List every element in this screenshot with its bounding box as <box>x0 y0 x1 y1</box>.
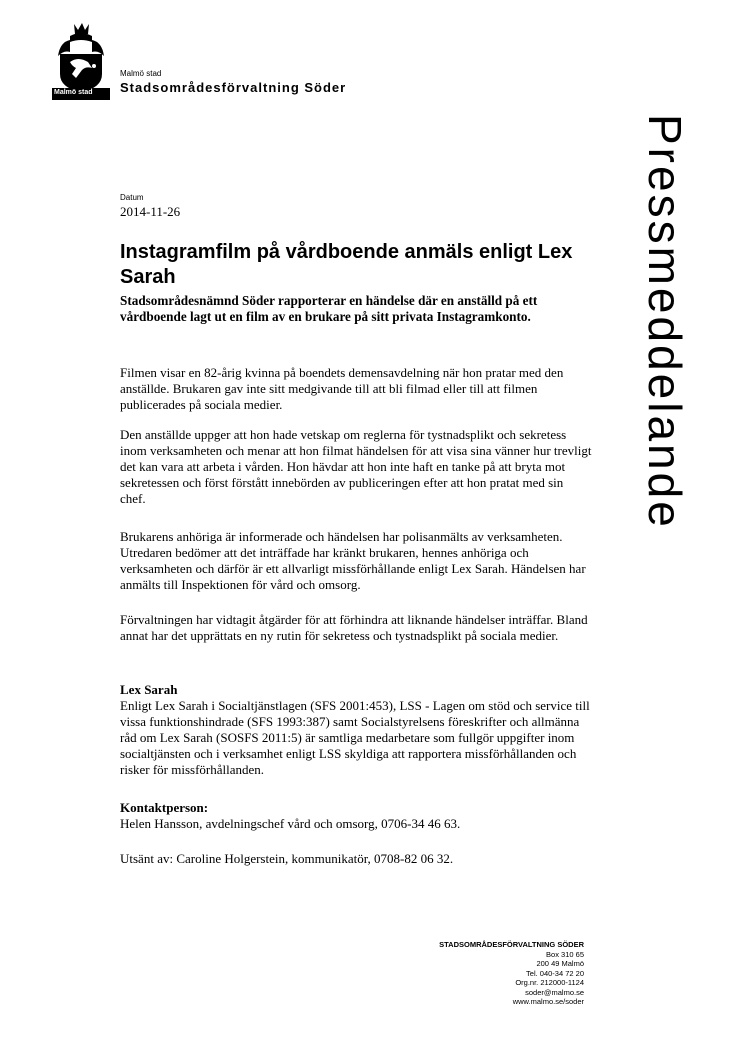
lex-sarah-text: Enligt Lex Sarah i Socialtjänstlagen (SFS 2001:453), LSS - Lagen om stöd och service till vissa funktionshindrade (SFS 1993:387) samt Socialstyrelsens föreskrifter och allmänna råd om Lex Sarah (SOSFS 2011:5) är samtliga medarbetare som fullgör uppgifter inom socialtjänsten och i verksamhet enligt LSS skyldiga att rapportera missförhållanden och risker för missförhållanden. <box>120 698 590 777</box>
headline: Instagramfilm på vårdboende anmäls enligt Lex Sarah <box>120 241 573 288</box>
contact-heading: Kontaktperson: <box>120 800 209 815</box>
body-paragraph-2: Den anställde uppger att hon hade vetskap om reglerna för tystnadsplikt och sekretess inom verksamheten och menar att hon filmat händelsen för att visa sina vänner hur trevligt det kan vara att arbeta i vården. Hon hävdar att hon inte haft en tanke på att bryta mot sekretessen och först förstått innebörden av publiceringen efter att hon pratat med sin chef. <box>120 427 592 506</box>
lead-paragraph: Stadsområdesnämnd Söder rapporterar en händelse där en anställd på ett vårdboende lagt ut en film av en brukare på sitt privata Instagramkonto. <box>120 293 538 324</box>
lex-sarah-heading: Lex Sarah <box>120 682 178 697</box>
footer-postal: 200 49 Malmö <box>536 959 584 968</box>
lex-sarah-section <box>120 682 592 778</box>
footer-box: Box 310 65 <box>546 949 584 959</box>
date-value: 2014-11-26 <box>120 204 181 219</box>
body-paragraph-1: Filmen visar en 82-årig kvinna på boendets demensavdelning när hon pratar med den anställde. Brukaren gav inte sitt medgivande till att bli filmad eller till att filmen publicerades på sociala medier. <box>120 365 564 412</box>
document-type-title: Pressmeddelande <box>639 114 691 530</box>
organization-city: Malmö stad <box>120 69 162 78</box>
body-paragraph-3: Brukarens anhöriga är informerade och händelsen har polisanmälts av verksamheten. Utredaren bedömer att det inträffade har kränkt brukaren, hennes anhöriga och verksamheten och därför är ett allvarligt missförhållande enligt Lex Sarah. Händelsen har anmälts till Inspektionen för vård och omsorg. <box>120 529 586 592</box>
footer-web[interactable]: www.malmo.se/soder <box>512 997 584 1006</box>
date-label: Datum <box>120 193 144 202</box>
contact-text: Helen Hansson, avdelningschef vård och omsorg, 0706-34 46 63. <box>120 816 461 831</box>
footer-phone: Tel. 040-34 72 20 <box>526 968 584 978</box>
sent-by: Utsänt av: Caroline Holgerstein, kommunikatör, 0708-82 06 32. <box>120 851 454 866</box>
footer-orgnr: Org.nr. 212000-1124 <box>515 978 584 987</box>
footer-email[interactable]: soder@malmo.se <box>525 987 584 997</box>
footer-address <box>439 940 584 1007</box>
logo-caption: Malmö stad <box>54 89 93 96</box>
footer-org: STADSOMRÅDESFÖRVALTNING SÖDER <box>439 940 584 949</box>
body-paragraph-4: Förvaltningen har vidtagit åtgärder för att förhindra att liknande händelser inträffar. Bland annat har det upprättats en ny rutin för sekretess och tystnadsplikt på sociala medier. <box>120 612 588 643</box>
contact-section <box>120 800 592 832</box>
organization-name: Stadsområdesförvaltning Söder <box>120 80 347 95</box>
